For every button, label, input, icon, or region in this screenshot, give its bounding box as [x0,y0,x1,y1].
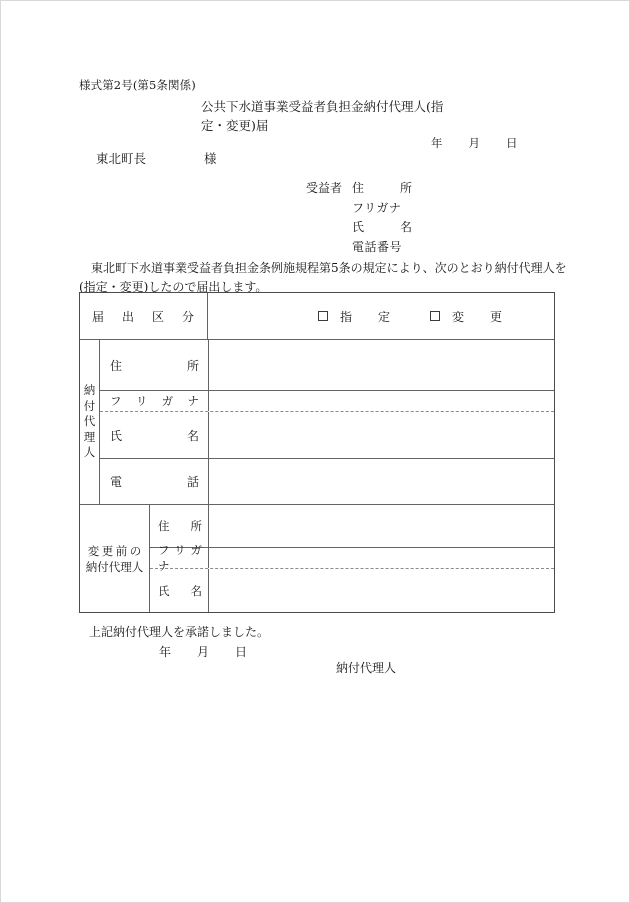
date-day-label: 日 [506,136,518,150]
option-change[interactable] [430,308,502,325]
previous-agent-label [80,505,150,612]
beneficiary-address-label: 住 所 [352,181,412,195]
option-change-label: 変 更 [452,309,502,324]
agent-address-value[interactable] [209,340,554,390]
consent-month-label: 月 [197,645,210,659]
beneficiary-furigana-label: フリガナ [352,200,402,215]
prev-name-value[interactable] [209,569,554,612]
table-row-agent-name [100,412,554,459]
payment-agent-block [80,340,554,505]
consent-year-label: 年 [159,645,172,659]
consent-text: 上記納付代理人を承諾しました。 [89,625,270,639]
addressee-honorific: 様 [204,151,217,166]
table-row-agent-address [100,340,554,391]
agent-name-value[interactable] [209,412,554,458]
document-title [201,97,443,135]
checkbox-designate[interactable] [318,311,328,321]
checkbox-change[interactable] [430,311,440,321]
beneficiary-row-name [306,218,412,238]
statement-line-1: 東北町下水道事業受益者負担金条例施規程第5条の規定により、次のとおり納付代理人を [91,261,567,275]
vertical-char-4: 理 [83,429,96,444]
table-row-prev-name [150,569,554,612]
agent-phone-label: 電 話 [100,459,209,504]
beneficiary-row-furigana [306,199,412,219]
table-row-notification-type [80,293,554,340]
payment-agent-vertical-label [80,340,100,504]
beneficiary-name-label: 氏 名 [352,220,412,234]
agent-furigana-label: フ リ ガ ナ [100,391,209,411]
table-row-prev-furigana [150,543,554,573]
agent-name-label: 氏 名 [100,412,209,458]
vertical-char-1: 納 [83,383,96,398]
table-row-agent-furigana [100,391,554,412]
addressee-name: 東北町長 [96,151,147,166]
table-row-agent-phone [100,459,554,504]
notification-type-label: 届 出 区 分 [80,293,208,339]
beneficiary-row-phone [306,238,412,258]
form-number: 様式第2号(第5条関係) [79,78,196,92]
consent-day-label: 日 [235,645,248,659]
prev-furigana-label: フリガナ [150,548,209,568]
date-year-label: 年 [431,136,443,150]
agent-address-label: 住 所 [100,340,209,390]
prev-furigana-value[interactable] [209,548,554,568]
statement-line-2: (指定・変更)したので届出します。 [79,280,268,294]
previous-agent-rows [150,505,554,612]
signature-label: 納付代理人 [336,661,397,675]
previous-agent-label-line-1: 変更前の [87,543,144,558]
form-table [79,292,555,613]
previous-agent-block [80,505,554,612]
addressee [96,149,217,167]
date-month-label: 月 [468,136,480,150]
document-title-line-1: 公共下水道事業受益者負担金納付代理人(指 [201,99,444,114]
beneficiary-tag: 受益者 [306,181,343,195]
beneficiary-phone-label: 電話番号 [352,239,403,254]
footer-block [79,623,269,660]
agent-phone-value[interactable] [209,459,554,504]
previous-agent-label-line-2: 納付代理人 [85,559,144,574]
document-title-line-2: 定・変更)届 [201,118,269,133]
notification-type-options [208,293,554,339]
payment-agent-rows [100,340,554,504]
consent-date-line [79,643,269,660]
vertical-char-3: 代 [83,414,96,429]
prev-address-value[interactable] [209,505,554,547]
beneficiary-block [306,179,412,257]
vertical-char-2: 付 [83,398,96,413]
beneficiary-row-address [306,179,412,199]
option-designate[interactable] [318,308,390,325]
prev-name-label: 氏 名 [150,569,209,612]
agent-furigana-value[interactable] [209,391,554,411]
submission-date-line [431,135,518,151]
table-row-prev-address [150,505,554,548]
prev-address-label: 住 所 [150,505,209,547]
option-designate-label: 指 定 [340,309,390,324]
vertical-char-5: 人 [83,445,96,460]
